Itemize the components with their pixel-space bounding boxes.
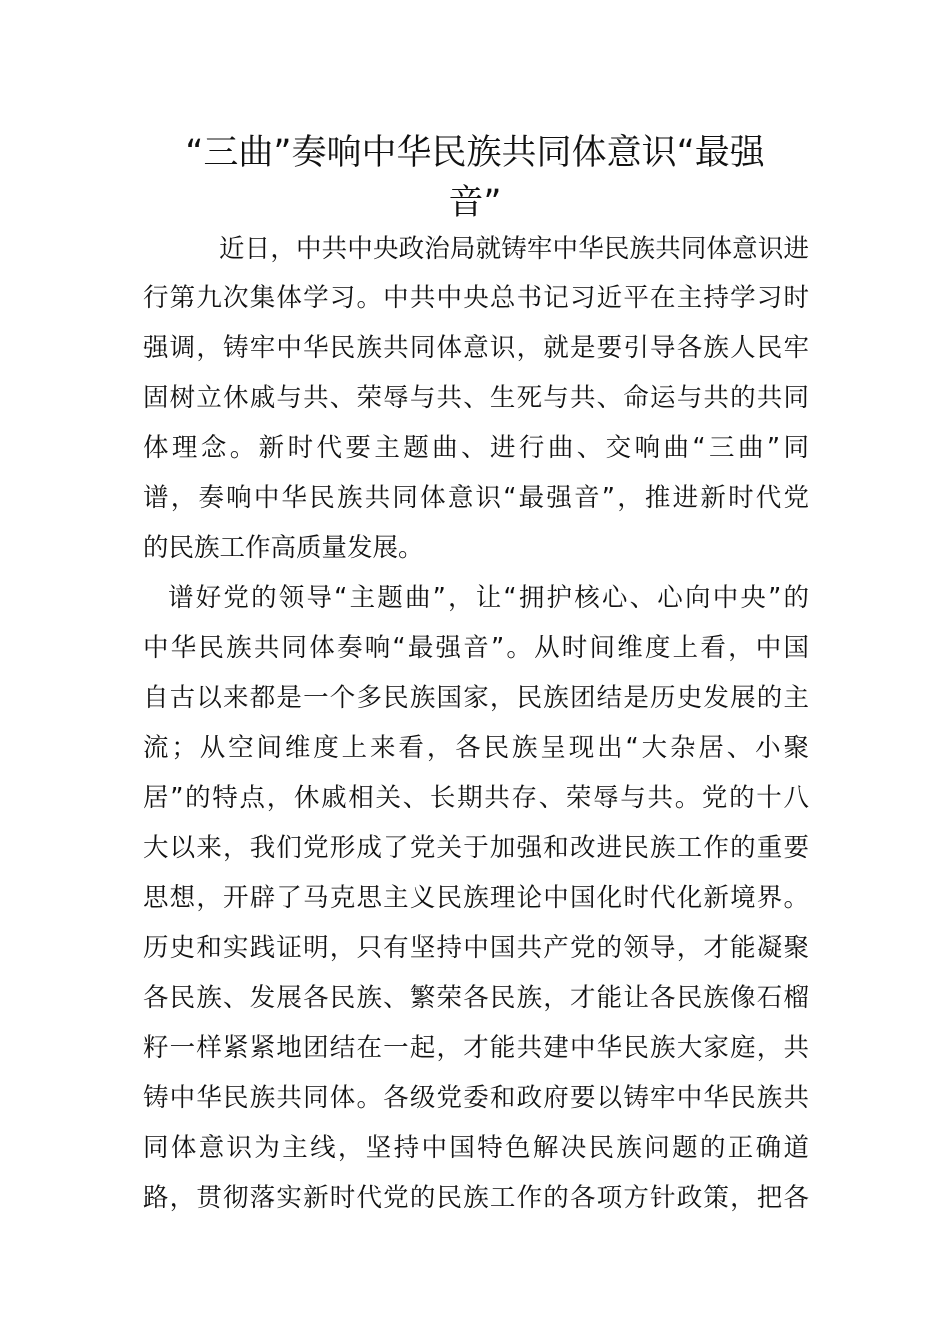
paragraph-2-line-3: 自古以来都是一个多民族国家，民族团结是历史发展的主 [143,683,809,713]
paragraph-1-line-4: 固树立休戚与共、荣辱与共、生死与共、命运与共的共同 [143,383,809,413]
paragraph-2-line-5: 居”的特点，休戚相关、长期共存、荣辱与共。党的十八 [143,783,809,813]
paragraph-1-line-6: 谱，奏响中华民族共同体意识“最强音”，推进新时代党 [143,483,809,513]
paragraph-2-line-12: 同体意识为主线，坚持中国特色解决民族问题的正确道 [143,1133,809,1163]
paragraph-2-line-9: 各民族、发展各民族、繁荣各民族，才能让各民族像石榴 [143,983,809,1013]
document-title-line-1: “三曲”奏响中华民族共同体意识“最强 [185,133,765,173]
paragraph-1-line-1: 近日，中共中央政治局就铸牢中华民族共同体意识进 [219,234,809,264]
paragraph-1-line-3: 强调，铸牢中华民族共同体意识，就是要引导各族人民牢 [143,333,809,363]
paragraph-2-line-4: 流；从空间维度上来看，各民族呈现出“大杂居、小聚 [143,733,809,763]
paragraph-2-line-13: 路，贯彻落实新时代党的民族工作的各项方针政策，把各 [143,1183,809,1213]
paragraph-1-line-5: 体理念。新时代要主题曲、进行曲、交响曲“三曲”同 [143,433,809,463]
paragraph-2-line-10: 籽一样紧紧地团结在一起，才能共建中华民族大家庭，共 [143,1033,809,1063]
paragraph-2-line-6: 大以来，我们党形成了党关于加强和改进民族工作的重要 [143,833,809,863]
paragraph-1-line-2: 行第九次集体学习。中共中央总书记习近平在主持学习时 [143,283,809,313]
paragraph-1-line-7: 的民族工作高质量发展。 [143,533,424,563]
paragraph-2-line-8: 历史和实践证明，只有坚持中国共产党的领导，才能凝聚 [143,933,809,963]
document-title-line-2: 音” [448,183,502,223]
paragraph-2-line-7: 思想，开辟了马克思主义民族理论中国化时代化新境界。 [143,883,809,913]
paragraph-2-line-2: 中华民族共同体奏响“最强音”。从时间维度上看，中国 [143,633,809,663]
paragraph-2-line-11: 铸中华民族共同体。各级党委和政府要以铸牢中华民族共 [143,1083,809,1113]
paragraph-2-line-1: 谱好党的领导“主题曲”，让“拥护核心、心向中央”的 [168,583,809,613]
